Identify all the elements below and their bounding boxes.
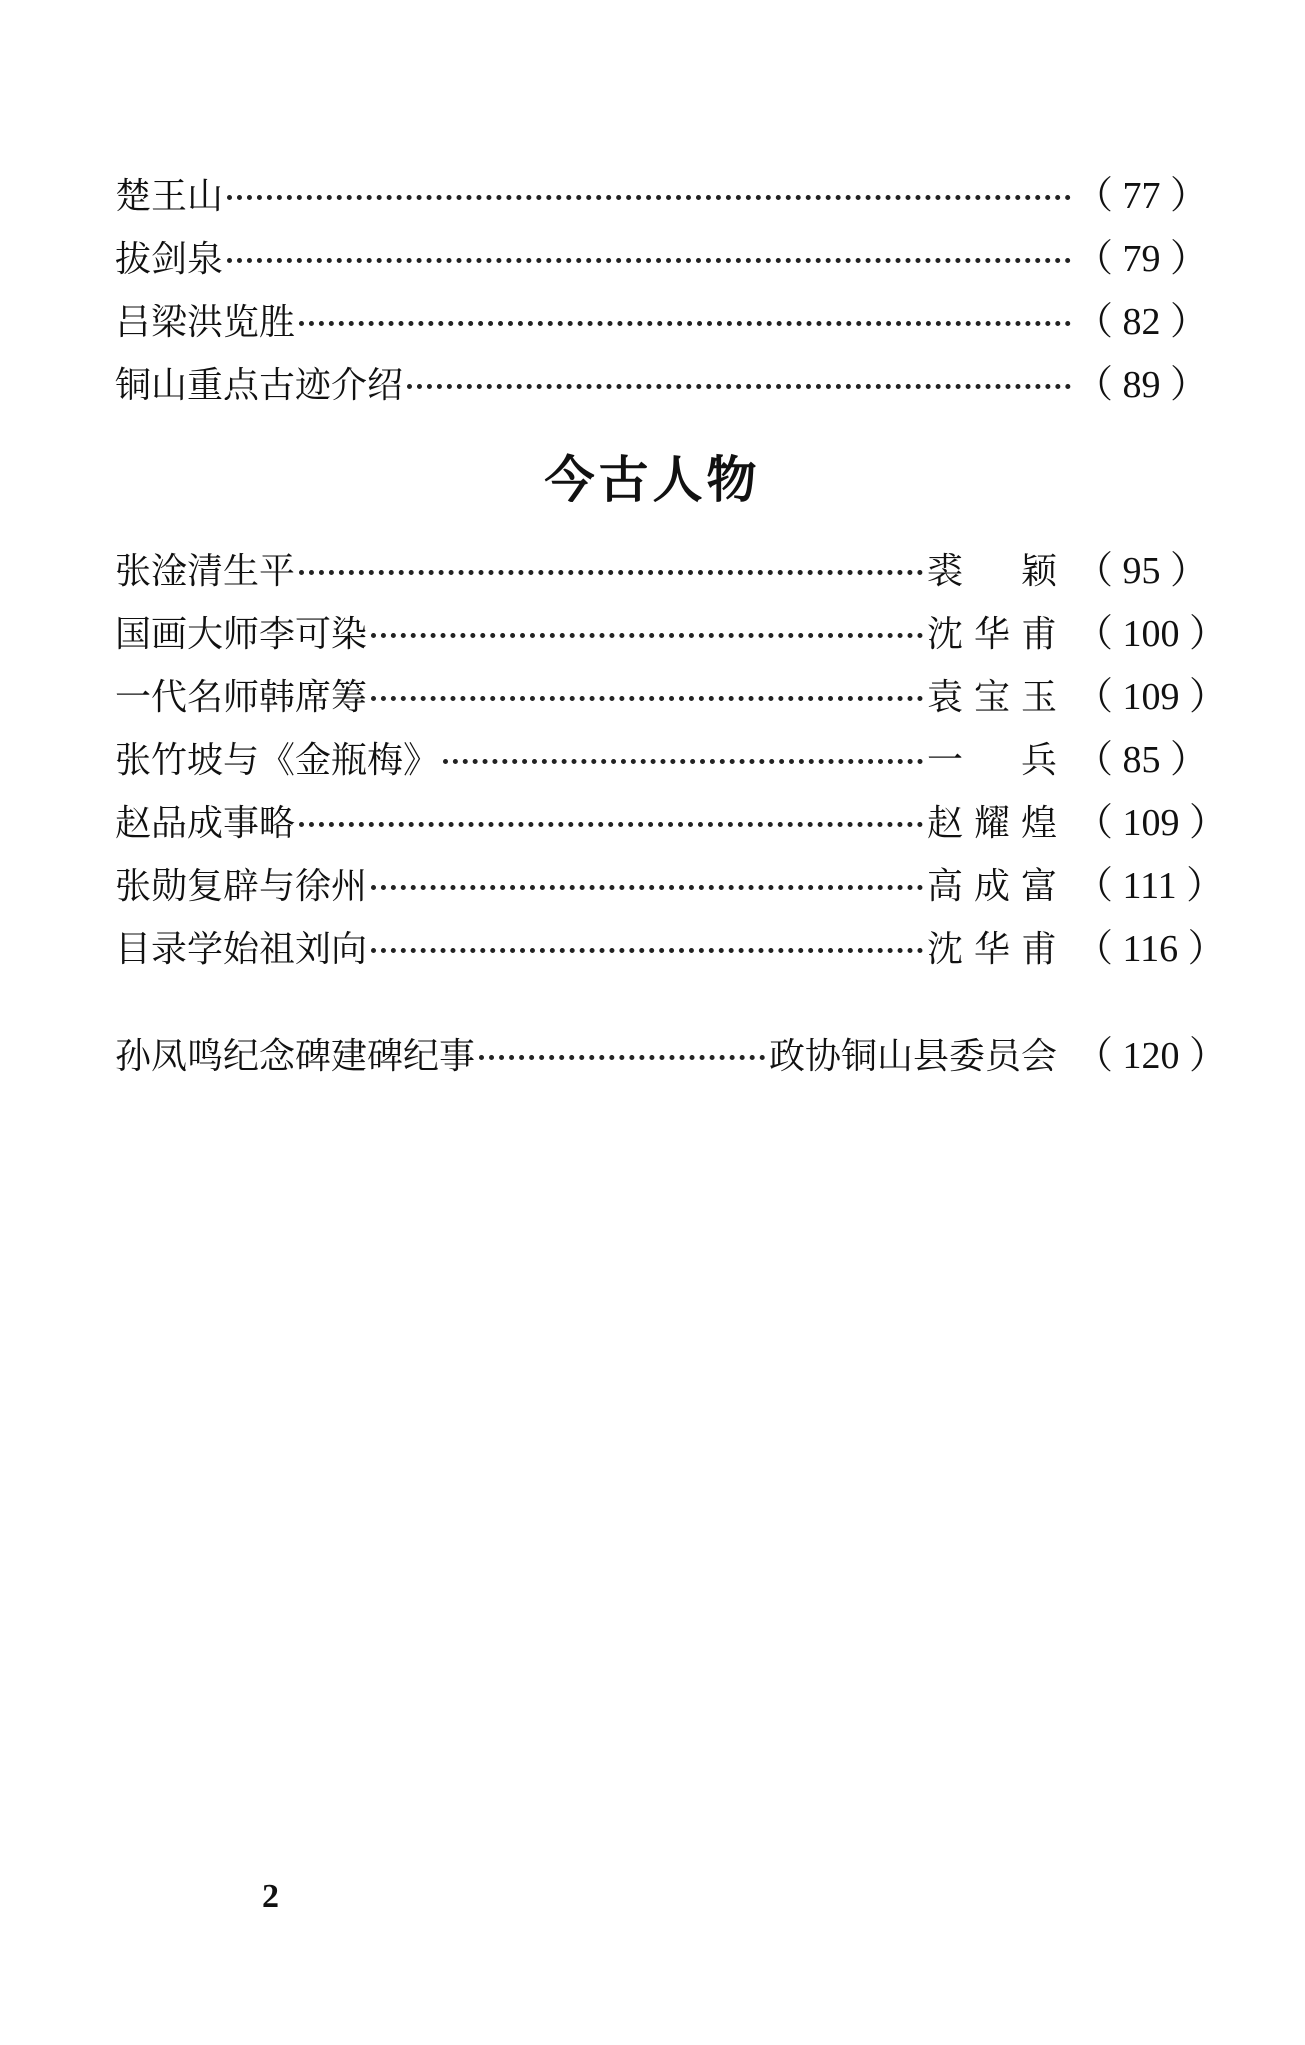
toc-entry[interactable] — [115, 666, 1228, 729]
toc-entry-page: （ 79 ） — [1075, 238, 1209, 280]
toc-entry[interactable] — [115, 228, 1209, 291]
toc-entry-author: 一兵 — [927, 740, 1057, 781]
dot-leader — [299, 564, 923, 575]
toc-entry-title: 张勋复辟与徐州 — [115, 866, 368, 907]
toc-entry-title: 吕梁洪览胜 — [115, 302, 296, 343]
toc-entry[interactable] — [115, 354, 1209, 417]
toc-entry-page: （ 100 ） — [1075, 613, 1228, 655]
toc-entry-title: 张竹坡与《金瓶梅》 — [115, 740, 440, 781]
toc-entry-author: 裘颖 — [927, 551, 1057, 592]
toc-entry[interactable] — [115, 792, 1228, 855]
dot-leader — [299, 816, 923, 827]
section-heading: 今古人物 — [544, 450, 761, 509]
toc-final-block — [115, 1025, 1228, 1088]
toc-entry-page: （ 85 ） — [1075, 739, 1209, 781]
dot-leader — [299, 315, 1071, 326]
toc-entry-author: 政协铜山县委员会 — [768, 1036, 1057, 1077]
dot-leader — [407, 378, 1071, 389]
toc-entry[interactable] — [115, 291, 1209, 354]
toc-entry-page: （ 111 ） — [1075, 865, 1225, 907]
toc-entry-title: 国画大师李可染 — [115, 614, 368, 655]
dot-leader — [227, 252, 1071, 263]
toc-entry-author: 高成富 — [927, 866, 1057, 907]
toc-entry-page: （ 82 ） — [1075, 301, 1209, 343]
dot-leader — [371, 942, 923, 953]
toc-entry[interactable] — [115, 729, 1209, 792]
dot-leader — [371, 690, 923, 701]
toc-entry-author: 沈华甫 — [927, 929, 1057, 970]
toc-entry-page: （ 77 ） — [1075, 175, 1209, 217]
toc-people-list — [115, 540, 1228, 981]
toc-entry-page: （ 109 ） — [1075, 802, 1228, 844]
toc-entry[interactable] — [115, 855, 1225, 918]
toc-entry[interactable] — [115, 918, 1226, 981]
toc-entry-page: （ 109 ） — [1075, 676, 1228, 718]
toc-entry-page: （ 89 ） — [1075, 364, 1209, 406]
toc-entry-page: （ 120 ） — [1075, 1035, 1228, 1077]
dot-leader — [371, 879, 923, 890]
toc-entry-title: 拔剑泉 — [115, 239, 224, 280]
toc-upper-list — [115, 165, 1209, 417]
toc-entry-page: （ 116 ） — [1075, 928, 1226, 970]
toc-entry[interactable] — [115, 165, 1209, 228]
toc-entry-page: （ 95 ） — [1075, 550, 1209, 592]
toc-entry-author: 袁宝玉 — [927, 677, 1057, 718]
toc-entry-author: 赵耀煌 — [927, 803, 1057, 844]
dot-leader — [443, 753, 923, 764]
toc-entry-title: 张淦清生平 — [115, 551, 296, 592]
dot-leader — [479, 1049, 765, 1060]
toc-entry-title: 铜山重点古迹介绍 — [115, 365, 404, 406]
toc-entry-title: 一代名师韩席筹 — [115, 677, 368, 718]
toc-entry[interactable] — [115, 1025, 1228, 1088]
page-number: 2 — [262, 1878, 279, 1915]
toc-entry-title: 目录学始祖刘向 — [115, 929, 368, 970]
toc-entry-title: 楚王山 — [115, 176, 224, 217]
dot-leader — [371, 627, 923, 638]
dot-leader — [227, 189, 1071, 200]
toc-entry[interactable] — [115, 540, 1209, 603]
toc-entry-title: 赵品成事略 — [115, 803, 296, 844]
toc-entry-title: 孙凤鸣纪念碑建碑纪事 — [115, 1036, 476, 1077]
toc-entry-author: 沈华甫 — [927, 614, 1057, 655]
toc-entry[interactable] — [115, 603, 1228, 666]
